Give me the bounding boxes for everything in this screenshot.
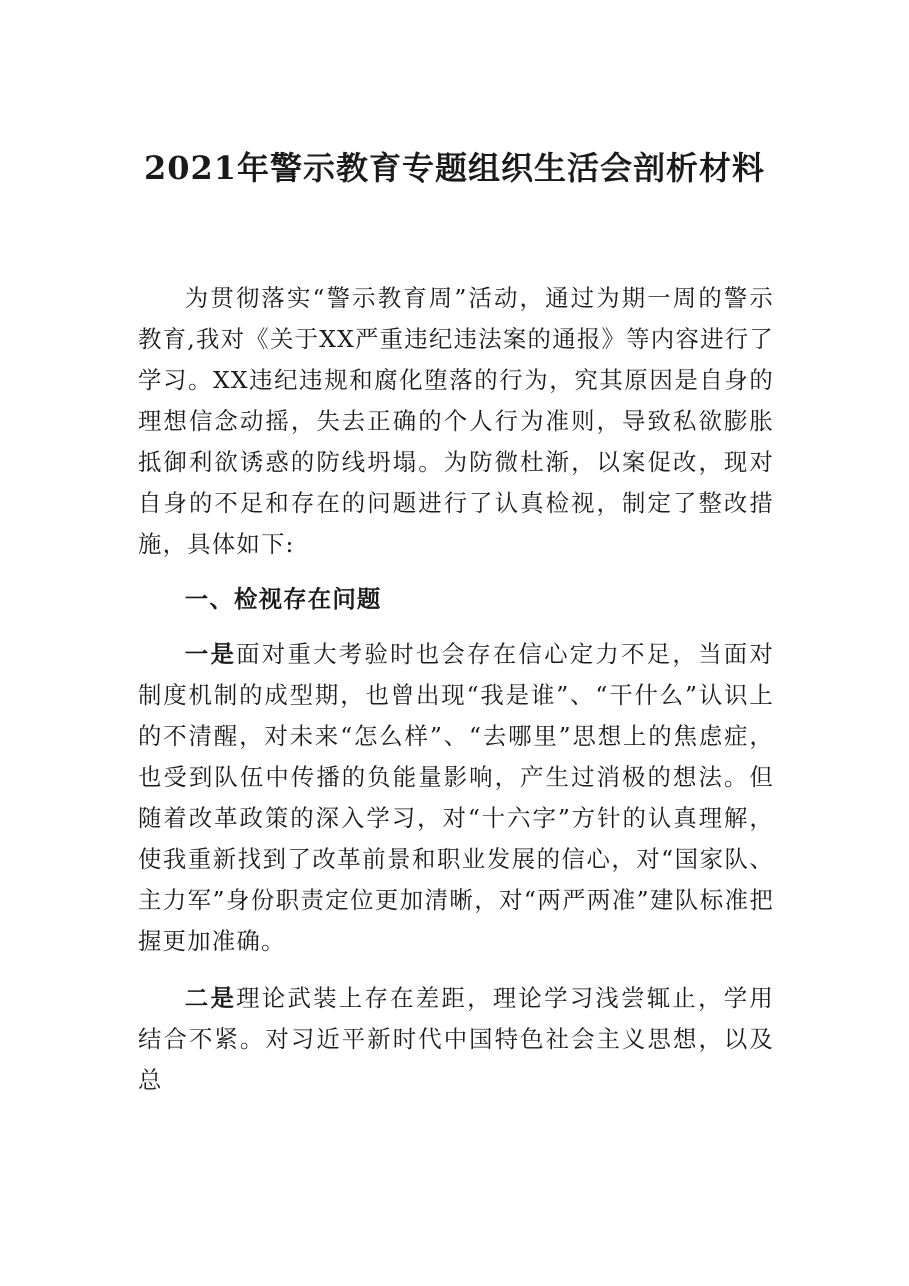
point-lead-1: 一是 <box>184 640 237 668</box>
point-paragraph-1 <box>138 634 774 962</box>
point-paragraph-2 <box>138 978 774 1101</box>
document-title: 2021年警示教育专题组织生活会剖析材料 <box>143 149 766 187</box>
point-text-1: 面对重大考验时也会存在信心定力不足，当面对制度机制的成型期，也曾出现“我是谁”、“干什么”认识上的不清醒，对未来“怎么样”、“去哪里”思想上的焦虑症，也受到队伍中传播的负能量影响，产生过消极的想法。但随着改革政策的深入学习，对“十六字”方针的认真理解，使我重新找到了改革前景和职业发展的信心，对“国家队、主力军”身份职责定位更加清晰，对“两严两准”建队标准把握更加准确。 <box>138 640 774 955</box>
section-heading: 一、检视存在问题 <box>184 585 382 613</box>
intro-paragraph: 为贯彻落实“警示教育周”活动，通过为期一周的警示教育,我对《关于XX严重违纪违法案的通报》等内容进行了学习。XX违纪违规和腐化堕落的行为，究其原因是自身的理想信念动摇，失去正确的个人行为准则，导致私欲膨胀抵御利欲诱惑的防线坍塌。为防微杜渐，以案促改，现对自身的不足和存在的问题进行了认真检视，制定了整改措施，具体如下: <box>138 284 774 558</box>
document-body <box>138 278 774 1101</box>
point-text-2: 理论武装上存在差距，理论学习浅尝辄止，学用结合不紧。对习近平新时代中国特色社会主义思想，以及总 <box>138 984 774 1094</box>
point-lead-2: 二是 <box>184 984 237 1012</box>
